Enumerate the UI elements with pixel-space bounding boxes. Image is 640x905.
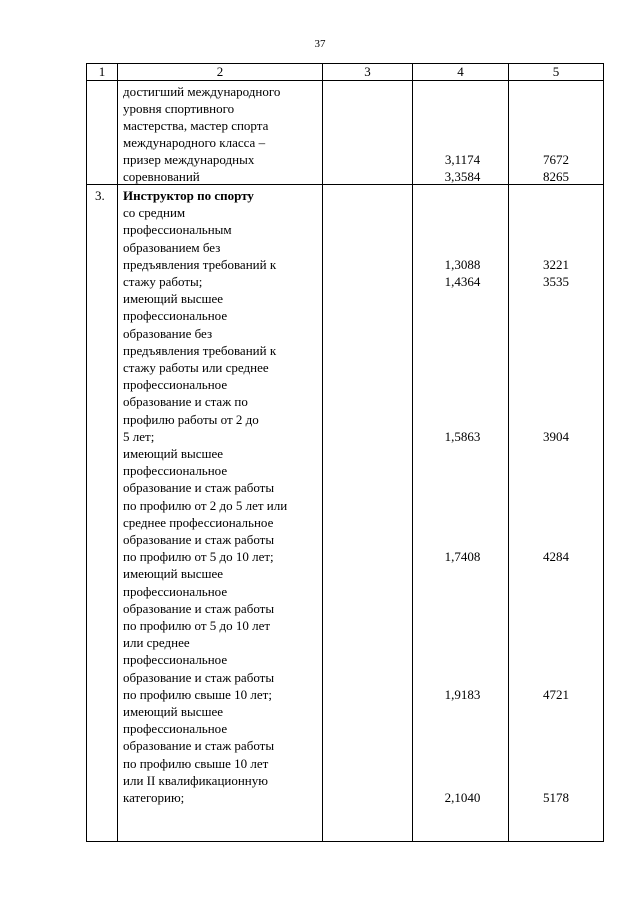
salary-value: 3221 bbox=[543, 256, 569, 272]
salary-value: 8265 bbox=[543, 169, 569, 184]
row-b-line: имеющий высшее bbox=[123, 291, 224, 307]
row-b-line: образование и стаж работы bbox=[123, 532, 275, 547]
header-row bbox=[87, 64, 604, 81]
row-b-line: имеющий высшее bbox=[123, 446, 224, 461]
salary-value: 5178 bbox=[543, 790, 569, 805]
row-b-line: предъявления требований к bbox=[123, 256, 277, 272]
row-b-col3 bbox=[323, 185, 413, 842]
row-b-line: профессиональное bbox=[123, 652, 228, 668]
row-b-line: профессиональное bbox=[123, 377, 228, 393]
row-b-line: образование и стаж работы bbox=[123, 600, 275, 616]
row-a-description bbox=[118, 81, 323, 185]
row-b-line: категорию; bbox=[123, 790, 185, 805]
row-b-line: стажу работы или среднее bbox=[123, 360, 269, 375]
salary-table bbox=[86, 63, 604, 842]
row-b-line: образованием без bbox=[123, 239, 221, 255]
row-b-line: по профилю от 5 до 10 лет; bbox=[123, 549, 274, 565]
row-b-line: профилю работы от 2 до bbox=[123, 411, 259, 427]
row-b-line: профессиональное bbox=[123, 583, 228, 599]
row-a-col3 bbox=[323, 81, 413, 185]
row-b-line: образование без bbox=[123, 325, 213, 341]
row-b-num: 3. bbox=[87, 185, 118, 842]
table-row bbox=[87, 81, 604, 185]
row-b-line: имеющий высшее bbox=[123, 566, 224, 582]
row-b-col4 bbox=[413, 185, 509, 842]
row-b-line: профессиональным bbox=[123, 222, 232, 238]
row-b-line: среднее профессиональное bbox=[123, 514, 274, 530]
header-col-5: 5 bbox=[509, 64, 604, 81]
row-b-line: профессиональное bbox=[123, 463, 228, 479]
row-b-line: со средним bbox=[123, 205, 186, 221]
row-b-line: профессиональное bbox=[123, 721, 228, 737]
row-b-line: по профилю от 5 до 10 лет bbox=[123, 618, 271, 633]
row-a-col5 bbox=[509, 81, 604, 185]
coefficient-value: 2,1040 bbox=[444, 790, 481, 805]
coefficient-value: 1,7408 bbox=[444, 549, 481, 565]
row-a-col4 bbox=[413, 81, 509, 185]
salary-value: 3535 bbox=[543, 274, 569, 289]
row-a-line: достигший международного bbox=[123, 84, 281, 99]
coefficient-value: 3,1174 bbox=[444, 152, 481, 167]
row-b-line: или II квалификационную bbox=[123, 772, 268, 788]
coefficient-value: 1,4364 bbox=[444, 274, 481, 289]
row-b-line: по профилю от 2 до 5 лет или bbox=[123, 497, 288, 513]
salary-value: 7672 bbox=[543, 152, 569, 167]
header-col-2: 2 bbox=[118, 64, 323, 81]
salary-value: 4284 bbox=[543, 549, 569, 565]
row-b-line: предъявления требований к bbox=[123, 342, 277, 358]
header-col-3: 3 bbox=[323, 64, 413, 81]
row-b-line: образование и стаж по bbox=[123, 394, 248, 410]
row-b-col5 bbox=[509, 185, 604, 842]
position-title: Инструктор по спорту bbox=[123, 188, 254, 203]
row-b-line: по профилю свыше 10 лет; bbox=[123, 686, 272, 702]
row-b-description bbox=[118, 185, 323, 842]
row-b-line: по профилю свыше 10 лет bbox=[123, 755, 269, 771]
row-a-line: уровня спортивного bbox=[123, 101, 235, 116]
page-number: 37 bbox=[314, 38, 326, 50]
salary-value: 4721 bbox=[543, 686, 569, 702]
table-row bbox=[87, 185, 604, 842]
row-b-line: стажу работы; bbox=[123, 274, 203, 289]
row-a-line: мастерства, мастер спорта bbox=[123, 118, 269, 133]
header-col-1: 1 bbox=[87, 64, 118, 81]
row-a-line: соревнований bbox=[123, 169, 200, 184]
coefficient-value: 1,5863 bbox=[444, 428, 481, 444]
row-a-line: призер международных bbox=[123, 152, 255, 167]
row-b-line: образование и стаж работы bbox=[123, 669, 275, 685]
row-b-line: 5 лет; bbox=[123, 428, 155, 444]
row-b-line: профессиональное bbox=[123, 308, 228, 324]
salary-value: 3904 bbox=[543, 428, 569, 444]
row-a-line: международного класса – bbox=[123, 135, 266, 150]
row-b-line: или среднее bbox=[123, 635, 190, 651]
coefficient-value: 1,9183 bbox=[444, 686, 481, 702]
row-b-line: образование и стаж работы bbox=[123, 480, 275, 496]
coefficient-value: 1,3088 bbox=[444, 256, 481, 272]
header-col-4: 4 bbox=[413, 64, 509, 81]
row-b-line: имеющий высшее bbox=[123, 704, 224, 719]
coefficient-value: 3,3584 bbox=[444, 169, 481, 184]
row-b-line: образование и стаж работы bbox=[123, 738, 275, 754]
row-a-num bbox=[87, 81, 118, 185]
